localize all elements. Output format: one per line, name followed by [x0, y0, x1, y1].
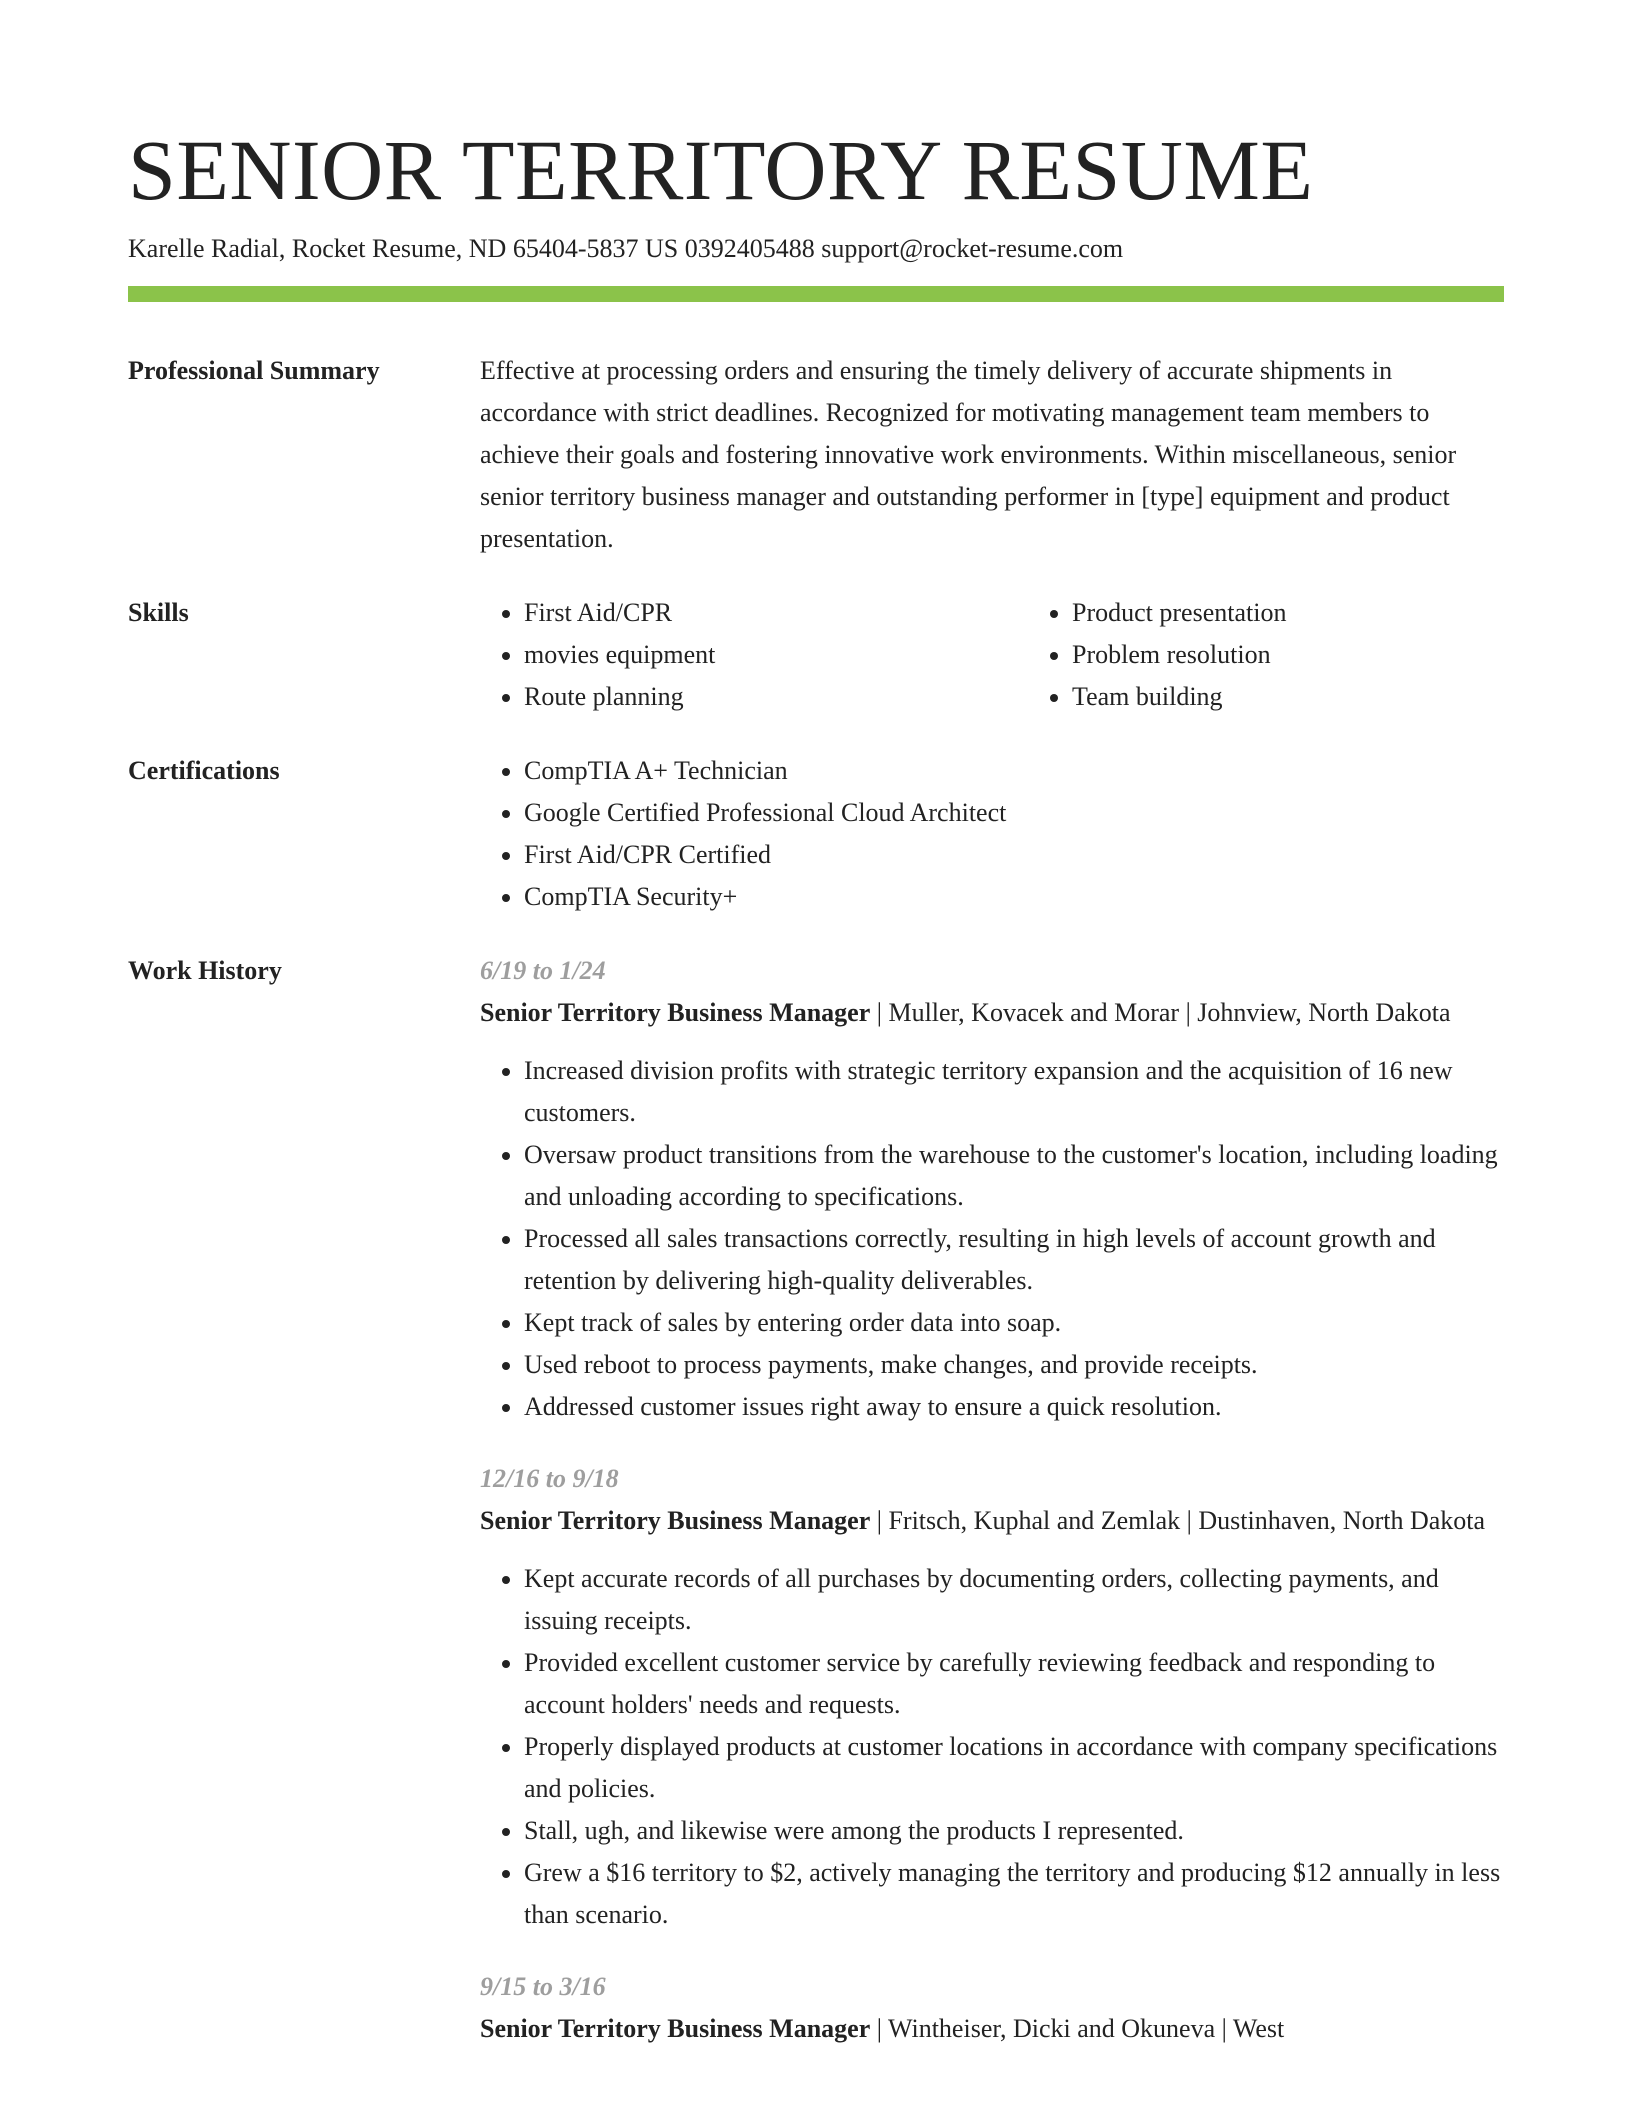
certifications-section	[128, 750, 1504, 918]
job-employer-location: | Muller, Kovacek and Morar | Johnview, North Dakota	[870, 998, 1451, 1027]
skill-item: • movies equipment	[524, 634, 1028, 676]
job-entry	[480, 1966, 1504, 2050]
skill-item: • Product presentation	[1072, 592, 1576, 634]
job-dates: 6/19 to 1/24	[480, 956, 606, 985]
section-label-skills: Skills	[128, 598, 189, 627]
job-duties-list	[480, 1558, 1504, 1936]
section-label-certifications: Certifications	[128, 756, 280, 785]
job-duty: • Provided excellent customer service by carefully reviewing feedback and responding to account holders' needs and requests.	[524, 1642, 1504, 1726]
resume-sections	[128, 350, 1504, 2112]
summary-section	[128, 350, 1504, 560]
job-duty: • Processed all sales transactions correctly, resulting in high levels of account growth and retention by delivering high-quality deliverables.	[524, 1218, 1504, 1302]
certification-item: • Google Certified Professional Cloud Architect	[524, 792, 1504, 834]
certification-item: • CompTIA A+ Technician	[524, 750, 1504, 792]
skills-list-right	[1028, 592, 1576, 718]
certifications-content	[480, 750, 1504, 918]
section-label-summary: Professional Summary	[128, 356, 380, 385]
summary-text: Effective at processing orders and ensuring the timely delivery of accurate shipments in accordance with strict deadlines. Recognized for motivating management team members to achieve their goals and fostering innovative work environments. Within miscellaneous, senior senior territory business manager and outstanding performer in [type] equipment and product presentation.	[480, 356, 1457, 553]
job-duty: • Stall, ugh, and likewise were among the products I represented.	[524, 1810, 1504, 1852]
certifications-list	[480, 750, 1504, 918]
job-duty: • Used reboot to process payments, make changes, and provide receipts.	[524, 1344, 1504, 1386]
job-title: Senior Territory Business Manager	[480, 2014, 871, 2043]
skills-section	[128, 592, 1504, 718]
job-employer-location: | Fritsch, Kuphal and Zemlak | Dustinhaven, North Dakota	[870, 1506, 1486, 1535]
work-history-content	[480, 950, 1504, 2080]
resume-title: SENIOR TERRITORY RESUME	[128, 122, 1314, 218]
job-duty: • Oversaw product transitions from the warehouse to the customer's location, including loading and unloading according to specifications.	[524, 1134, 1504, 1218]
skill-item: • Problem resolution	[1072, 634, 1576, 676]
certification-item: • CompTIA Security+	[524, 876, 1504, 918]
work-history-section	[128, 950, 1504, 2080]
job-title-line	[480, 992, 1504, 1034]
job-duty: • Kept track of sales by entering order data into soap.	[524, 1302, 1504, 1344]
skills-content	[480, 592, 1576, 718]
job-duty: • Kept accurate records of all purchases by documenting orders, collecting payments, and issuing receipts.	[524, 1558, 1504, 1642]
job-entry	[480, 1458, 1504, 1936]
certification-item: • First Aid/CPR Certified	[524, 834, 1504, 876]
job-entry	[480, 950, 1504, 1428]
section-label-work-history: Work History	[128, 956, 282, 985]
job-duty: • Addressed customer issues right away to ensure a quick resolution.	[524, 1386, 1504, 1428]
job-dates: 9/15 to 3/16	[480, 1972, 606, 2001]
skill-item: • Route planning	[524, 676, 1028, 718]
job-title-line	[480, 2008, 1504, 2050]
job-title-line	[480, 1500, 1504, 1542]
job-duty: • Grew a $16 territory to $2, actively managing the territory and producing $12 annually in less than scenario.	[524, 1852, 1504, 1936]
summary-content	[480, 350, 1504, 560]
job-title: Senior Territory Business Manager	[480, 1506, 871, 1535]
skill-item: • Team building	[1072, 676, 1576, 718]
contact-info: Karelle Radial, Rocket Resume, ND 65404-5837 US 0392405488 support@rocket-resume.com	[128, 234, 1124, 263]
accent-divider	[128, 286, 1504, 302]
job-dates: 12/16 to 9/18	[480, 1464, 619, 1493]
skill-item: • First Aid/CPR	[524, 592, 1028, 634]
job-title: Senior Territory Business Manager	[480, 998, 871, 1027]
job-duty: • Properly displayed products at customer locations in accordance with company specifications and policies.	[524, 1726, 1504, 1810]
job-duties-list	[480, 1050, 1504, 1428]
job-employer-location: | Wintheiser, Dicki and Okuneva | West	[870, 2014, 1285, 2043]
job-duty: • Increased division profits with strategic territory expansion and the acquisition of 16 new customers.	[524, 1050, 1504, 1134]
skills-list-left	[480, 592, 1028, 718]
